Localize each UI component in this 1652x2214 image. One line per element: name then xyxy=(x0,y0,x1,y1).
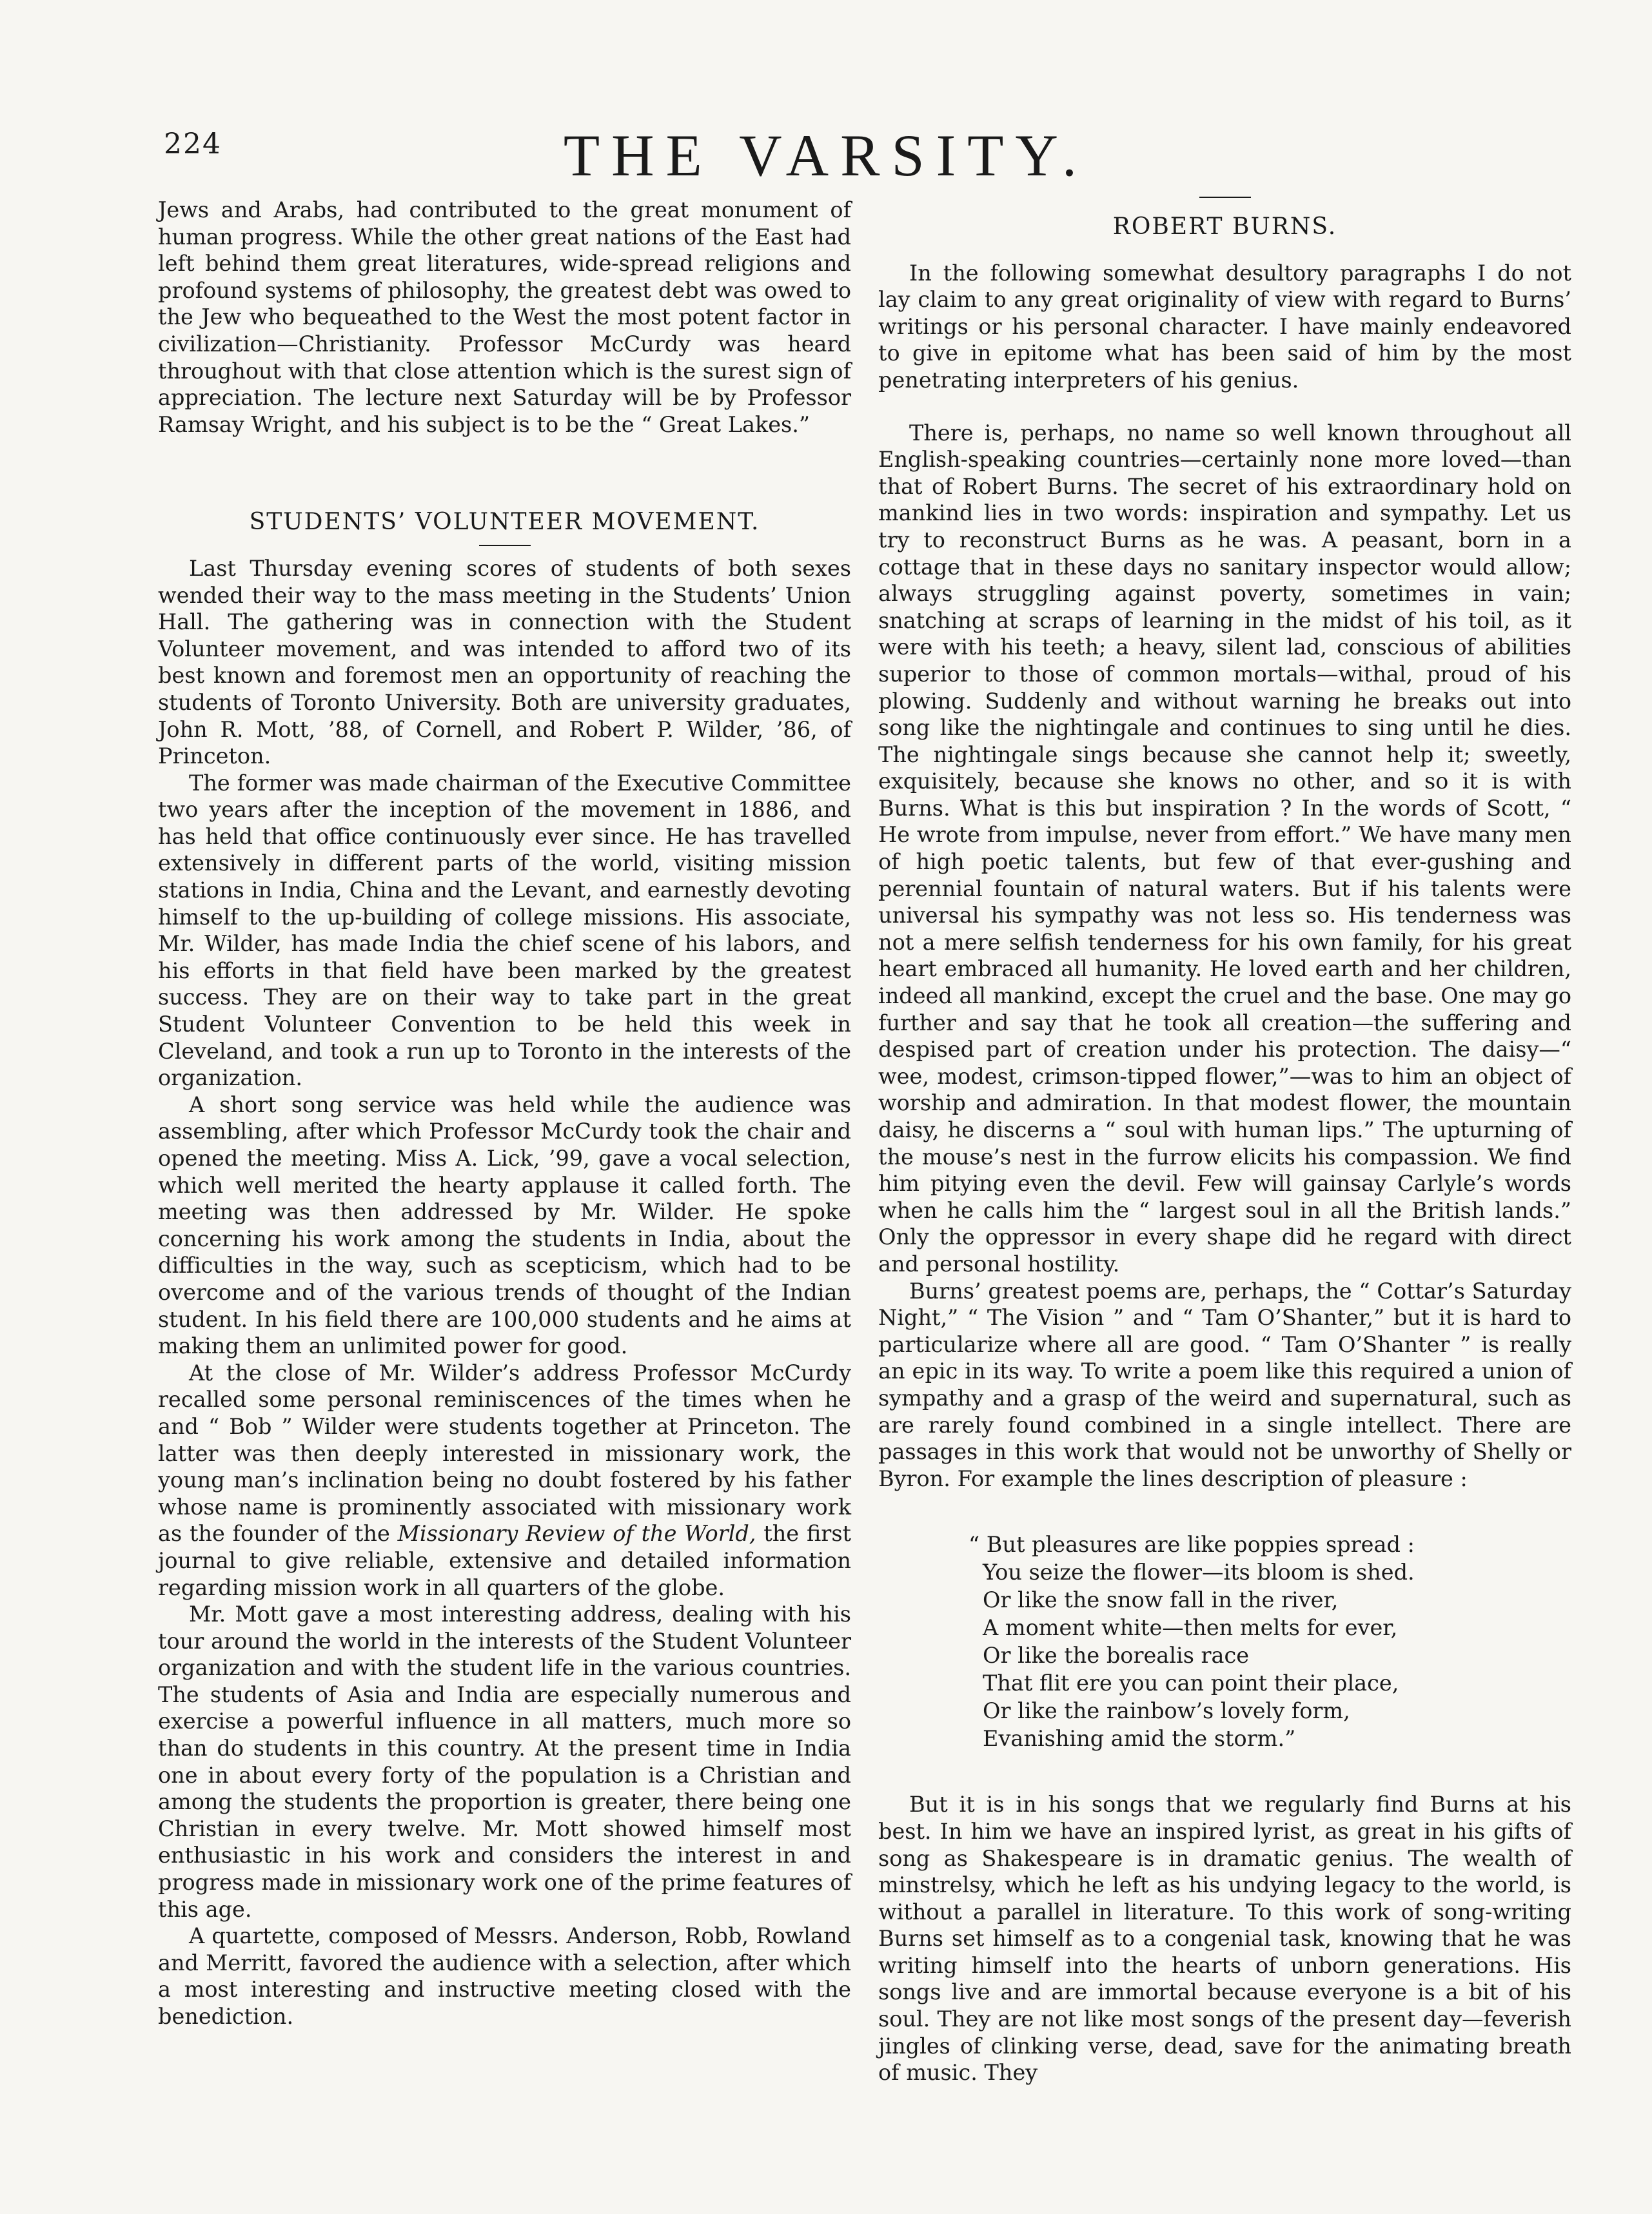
paragraph-text: At the close of Mr. Wilder’s address Professor McCurdy recalled some personal reminiscences of the times when he and “ Bob ” Wilder were students together at Princeton. The latter was then deeply interested in missionary work, the young man’s inclination being no doubt fostered by his father whose name is prominently associated with missionary work as the founder of the xyxy=(158,1360,851,1547)
poem-line: “ But pleasures are like poppies spread : xyxy=(969,1532,1415,1558)
paragraph: But it is in his songs that we regularly find Burns at his best. In him we have an inspired lyrist, as great in his gifts of song as Shakespeare is in dramatic genius. The wealth of minstrelsy, which he left as his undying legacy to the world, is without a parallel in literature. To this work of song-writing Burns set himself as to a congenial task, knowing that he was writing himself into the hearts of unborn generations. His songs live and are immortal because everyone is a bit of his soul. They are not like most songs of the present day—feverish jingles of clinking verse, dead, save for the animating breath of music. They xyxy=(878,1792,1571,2086)
right-column xyxy=(878,197,1571,2086)
poem-line: You seize the flower—its bloom is shed. xyxy=(983,1560,1415,1585)
paragraph xyxy=(158,1360,851,1601)
poem-line: That flit ere you can point their place, xyxy=(983,1670,1399,1696)
paragraph: A quartette, composed of Messrs. Anderson, Robb, Rowland and Merritt, favored the audience with a selection, after which a most interesting and instructive meeting closed with the benediction. xyxy=(158,1923,851,2029)
paragraph: Mr. Mott gave a most interesting address, dealing with his tour around the world in the interests of the Student Volunteer organization and with the student life in the various countries. The students of Asia and India are especially numerous and exercise a powerful influence in all matters, much more so than do students in this country. At the present time in India one in about every forty of the population is a Christian and among the students the proportion is greater, there being one Christian in every twelve. Mr. Mott showed himself most enthusiastic in his work and considers the interest in and progress made in missionary work one of the prime features of this age. xyxy=(158,1602,851,1922)
poem-line: Or like the borealis race xyxy=(983,1643,1250,1669)
paragraph-text: the first journal to give reliable, extensive and detailed information regarding mission work in all quarters of the globe. xyxy=(158,1521,851,1600)
paragraph: Burns’ greatest poems are, perhaps, the “ Cottar’s Saturday Night,” “ The Vision ” and “ Tam O’Shanter,” but it is hard to particularize where all are good. “ Tam O’Shanter ” is really an epic in its way. To write a poem like this required a union of sympathy and a grasp of the weird and supernatural, such as are rarely found combined in a single intellect. There are passages in this work that would not be unworthy of Shelly or Byron. For example the lines description of pleasure : xyxy=(878,1278,1571,1491)
journal-title: Missionary Review of the World, xyxy=(397,1521,756,1547)
paragraph: In the following somewhat desultory paragraphs I do not lay claim to any great originality of view with regard to Burns’ writings or his personal character. I have mainly endeavored to give in epitome what has been said of him by the most penetrating interpreters of his genius. xyxy=(878,260,1571,393)
masthead-title: THE VARSITY. xyxy=(563,122,1089,188)
article-continuation: Jews and Arabs, had contributed to the great monument of human progress. While the other great nations of the East had left behind them great literatures, wide-spread religions and profound systems of philosophy, the greatest debt was owed to the Jew who bequeathed to the West the most potent factor in civilization—Christianity. Professor McCurdy was heard throughout with that close attention which is the surest sign of appreciation. The lecture next Saturday will be by Professor Ramsay Wright, and his subject is to be the “ Great Lakes.” xyxy=(158,197,851,437)
paragraph: The former was made chairman of the Executive Committee two years after the inception of the movement in 1886, and has held that office continuously ever since. He has travelled extensively in different parts of the world, visiting mission stations in India, China and the Levant, and earnestly devoting himself to the up-building of college missions. His associate, Mr. Wilder, has made India the chief scene of his labors, and his efforts in that field have been marked by the greatest success. They are on their way to take part in the great Student Volunteer Convention to be held this week in Cleveland, and took a run up to Toronto in the interests of the organization. xyxy=(158,770,851,1091)
poem-line: Or like the rainbow’s lovely form, xyxy=(983,1698,1350,1724)
paragraph: Last Thursday evening scores of students of both sexes wended their way to the mass meeting in the Students’ Union Hall. The gathering was in connection with the Student Volunteer movement, and was intended to afford two of its best known and foremost men an opportunity of reaching the students of Toronto University. Both are university graduates, John R. Mott, ’88, of Cornell, and Robert P. Wilder, ’86, of Princeton. xyxy=(158,555,851,769)
page-number: 224 xyxy=(164,128,222,161)
section-heading: STUDENTS’ VOLUNTEER MOVEMENT. xyxy=(249,509,760,536)
poem-line: Evanishing amid the storm.” xyxy=(983,1726,1296,1752)
paragraph: There is, perhaps, no name so well known throughout all English-speaking countries—certainly none more loved—than that of Robert Burns. The secret of his extraordinary hold on mankind lies in two words: inspiration and sympathy. Let us try to reconstruct Burns as he was. A peasant, born in a cottage that in these days no sanitary inspector would allow; always struggling against poverty, sometimes in vain; snatching at scraps of learning in the midst of his toil, as it were with his teeth; a heavy, silent lad, conscious of abilities superior to those of common mortals—withal, proud of his plowing. Suddenly and without warning he breaks out into song like the nightingale and continues to sing until he dies. The nightingale sings because she cannot help it; sweetly, exquisitely, because she knows no other, and so it is with Burns. What is this but inspiration ? In the words of Scott, “ He wrote from impulse, never from effort.” We have many men of high poetic talents, but few of that ever-gushing and perennial fountain of natural waters. But if his talents were universal his sympathy was not less so. His tenderness was not a mere selfish tenderness for his own family, for his great heart embraced all humanity. He loved earth and her children, indeed all mankind, except the cruel and the base. One may go further and say that he took all creation—the suffering and despised part of creation under his protection. The daisy—“ wee, modest, crimson-tipped flower,”—was to him an object of worship and admiration. In that modest flower, the mountain daisy, he discerns a “ soul with human lips.” The upturning of the mouse’s nest in the furrow elicits his compassion. We find him pitying even the devil. Few will gainsay Carlyle’s words when he calls him the “ largest soul in all the British lands.” Only the oppressor in every shape did he regard with direct and personal hostility. xyxy=(878,420,1571,1277)
poem-quote xyxy=(969,1531,1571,1752)
poem-line: A moment white—then melts for ever, xyxy=(983,1615,1398,1641)
heading-rule xyxy=(1199,197,1251,198)
poem-line: Or like the snow fall in the river, xyxy=(983,1587,1339,1613)
section-heading: ROBERT BURNS. xyxy=(1112,213,1337,240)
heading-rule xyxy=(479,545,531,546)
left-column xyxy=(158,197,851,2030)
paragraph: A short song service was held while the audience was assembling, after which Professor McCurdy took the chair and opened the meeting. Miss A. Lick, ’99, gave a vocal selection, which well merited the hearty applause it called forth. The meeting was then addressed by Mr. Wilder. He spoke concerning his work among the students in India, about the difficulties in the way, such as scepticism, which had to be overcome and of the various trends of thought of the Indian student. In his field there are 100,000 students and he aims at making them an unlimited power for good. xyxy=(158,1092,851,1359)
